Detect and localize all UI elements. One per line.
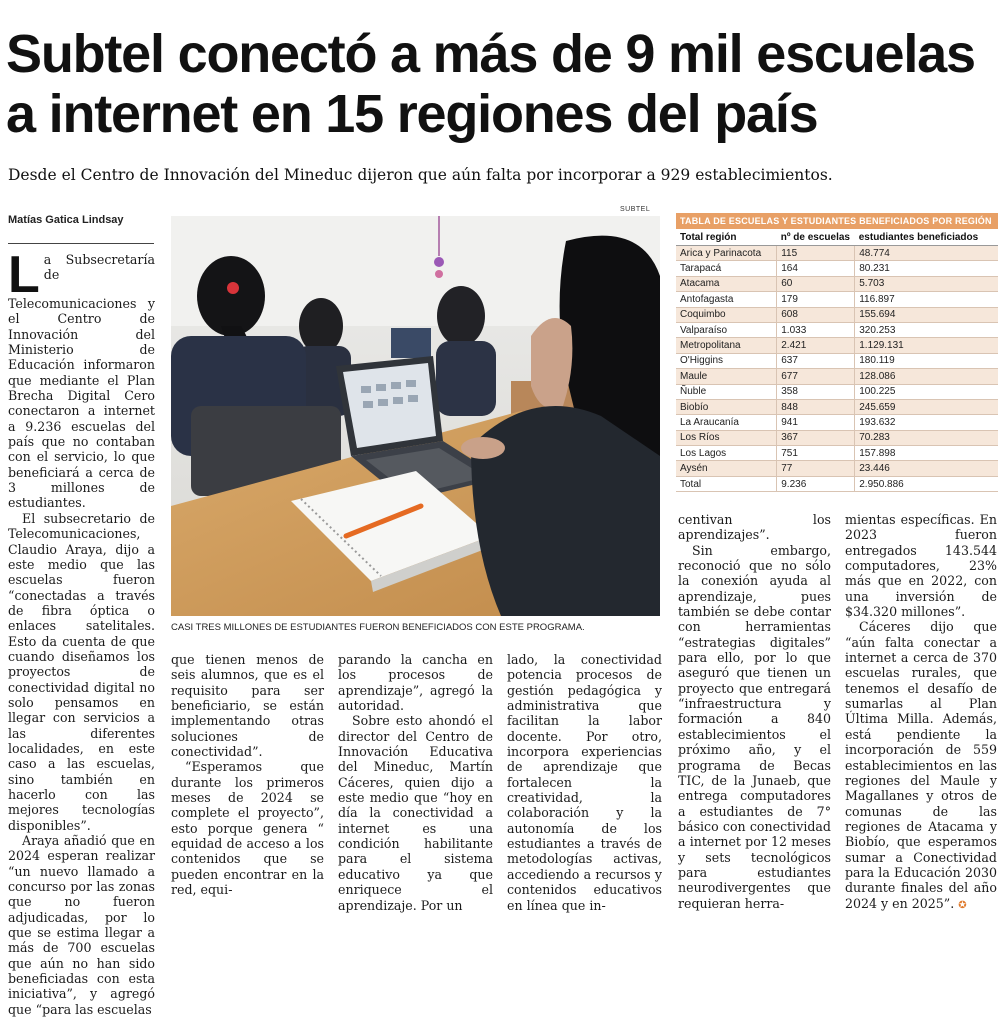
cell-schools: 164 xyxy=(777,261,855,276)
byline: Matías Gatica Lindsay xyxy=(8,214,124,226)
paragraph: mientas específicas. En 2023 fueron entregados 143.544 computadores, 23% más que en 2022, con una inversión de $34.320 millones”. xyxy=(845,512,997,620)
classroom-illustration xyxy=(171,216,660,616)
cell-region: La Araucanía xyxy=(676,415,777,430)
byline-divider xyxy=(8,243,154,244)
paragraph: lado, la conectividad potencia procesos de gestión pedagógica y administrativa que facilitan la labor docente. Por otro, incorpora experiencias de aprendizaje que fortalecen la creatividad, la colaboración y la autonomía de los estudiantes a través de metodologías activas, accediendo a recursos y contenidos educativos en línea que in- xyxy=(507,652,662,913)
deck-subtitle: Desde el Centro de Innovación del Mineduc dijeron que aún falta por incorporar a 929 establecimientos. xyxy=(8,166,833,184)
cell-students: 100.225 xyxy=(855,384,998,399)
table-title: TABLA DE ESCUELAS Y ESTUDIANTES BENEFICIADOS POR REGIÓN xyxy=(676,213,998,229)
table-row xyxy=(676,446,998,461)
photo-credit: SUBTEL xyxy=(620,206,651,213)
cell-students: 48.774 xyxy=(855,246,998,261)
cell-region: Total xyxy=(676,476,777,491)
cell-schools: 941 xyxy=(777,415,855,430)
cell-region: Metropolitana xyxy=(676,338,777,353)
cell-students: 157.898 xyxy=(855,446,998,461)
photo-caption: CASI TRES MILLONES DE ESTUDIANTES FUERON BENEFICIADOS CON ESTE PROGRAMA. xyxy=(171,622,585,633)
table-header-row xyxy=(676,229,998,246)
cell-students: 320.253 xyxy=(855,322,998,337)
drop-cap: L xyxy=(8,246,40,304)
paragraph: centivan los aprendizajes”. xyxy=(678,512,831,543)
cell-students: 2.950.886 xyxy=(855,476,998,491)
cell-region: Los Lagos xyxy=(676,446,777,461)
header-students: estudiantes beneficiados xyxy=(855,229,998,246)
headline-line-2: a internet en 15 regiones del país xyxy=(6,84,818,144)
schools-table xyxy=(676,213,998,492)
cell-region: Biobío xyxy=(676,399,777,414)
cell-students: 80.231 xyxy=(855,261,998,276)
cell-students: 23.446 xyxy=(855,461,998,476)
cell-region: Ñuble xyxy=(676,384,777,399)
paragraph-2: El subsecretario de Telecomunicaciones, Claudio Araya, dijo a este medio que las escuelas fueron “conectadas a través de fibra óptica o enlaces satelitales. Esto da cuenta de que cuando diseñamos los proyectos de conectividad digital no solo pensamos en llegar con servicios a las diferentes localidades, en este caso a las escuelas, sino también en hacerlo con las mejores tecnologías disponibles”. xyxy=(8,510,155,833)
paragraph: parando la cancha en los procesos de aprendizaje”, agregó la autoridad. xyxy=(338,652,493,714)
table-row xyxy=(676,430,998,445)
cell-schools: 637 xyxy=(777,353,855,368)
paragraph-1: La Subsecretaría de Telecomunicaciones y el Centro de Innovación del Ministerio de Educación informaron que mediante el Plan Brecha Digital Cero conectaron a internet a 9.236 escuelas del país que no contaban con el servicio, lo que beneficiará a cerca de 3 millones de estudiantes. xyxy=(8,246,155,511)
cell-students: 1.129.131 xyxy=(855,338,998,353)
cell-schools: 60 xyxy=(777,276,855,291)
article-column-5 xyxy=(678,512,831,911)
table-row xyxy=(676,461,998,476)
cell-schools: 367 xyxy=(777,430,855,445)
cell-students: 245.659 xyxy=(855,399,998,414)
table-row xyxy=(676,292,998,307)
end-mark-icon: ✪ xyxy=(958,899,967,911)
table-row xyxy=(676,415,998,430)
cell-region: Valparaíso xyxy=(676,322,777,337)
paragraph: Cáceres dijo que “aún falta conectar a internet a cerca de 370 escuelas rurales, que tenemos el desafío de sumarlas al Plan Última Milla. Además, está pendiente la incorporación de 559 establecimientos en las regiones del Maule y Magallanes y otros de comunas de las regiones de Atacama y Biobío, que esperamos sumar a Conectividad para la Educación 2030 durante finales del año 2024 y en 2025”. ✪ xyxy=(845,619,997,911)
cell-students: 70.283 xyxy=(855,430,998,445)
classroom-photo xyxy=(171,216,660,616)
table-grid xyxy=(676,229,998,492)
table-row xyxy=(676,276,998,291)
table-total-row xyxy=(676,476,998,491)
cell-schools: 77 xyxy=(777,461,855,476)
cell-region: Los Ríos xyxy=(676,430,777,445)
cell-schools: 848 xyxy=(777,399,855,414)
paragraph: “Esperamos que durante los primeros meses de 2024 se complete el proyecto”, esto porque genera “ equidad de acceso a los contenidos que se pueden encontrar en la red, equi- xyxy=(171,759,324,898)
cell-schools: 677 xyxy=(777,369,855,384)
cell-region: Tarapacá xyxy=(676,261,777,276)
paragraph: que tienen menos de seis alumnos, que es el requisito para ser beneficiario, se están implementando otras soluciones de conectividad”. xyxy=(171,652,324,760)
cell-students: 155.694 xyxy=(855,307,998,322)
table-row xyxy=(676,369,998,384)
article-column-4 xyxy=(507,652,662,913)
header-region: Total región xyxy=(676,229,777,246)
cell-region: Maule xyxy=(676,369,777,384)
cell-students: 116.897 xyxy=(855,292,998,307)
cell-students: 128.086 xyxy=(855,369,998,384)
cell-schools: 2.421 xyxy=(777,338,855,353)
cell-schools: 751 xyxy=(777,446,855,461)
article-column-3 xyxy=(338,652,493,913)
cell-region: Arica y Parinacota xyxy=(676,246,777,261)
paragraph: Sin embargo, reconoció que no sólo la conexión ayuda al aprendizaje, pues también se debe contar con herramientas “estrategias digitales” para ello, por lo que aseguró que tienen un proyecto que entregará “infraestructura y formación a 840 establecimientos el próximo año, y el programa de Becas TIC, de la Junaeb, que entrega computadores a estudiantes de 7° básico con conectividad a internet por 12 meses y sets tecnológicos para estudiantes neurodivergentes que requieran herra- xyxy=(678,542,831,911)
cell-region: Atacama xyxy=(676,276,777,291)
table-row xyxy=(676,322,998,337)
article-column-2 xyxy=(171,652,324,898)
table-row xyxy=(676,307,998,322)
headline xyxy=(6,24,996,144)
header-schools: nº de escuelas xyxy=(777,229,855,246)
cell-region: Coquimbo xyxy=(676,307,777,322)
cell-schools: 1.033 xyxy=(777,322,855,337)
cell-students: 5.703 xyxy=(855,276,998,291)
headline-line-1: Subtel conectó a más de 9 mil escuelas xyxy=(6,24,975,84)
cell-students: 193.632 xyxy=(855,415,998,430)
cell-region: Antofagasta xyxy=(676,292,777,307)
table-row xyxy=(676,338,998,353)
cell-region: O'Higgins xyxy=(676,353,777,368)
paragraph: Sobre esto ahondó el director del Centro de Innovación Educativa del Mineduc, Martín Cáceres, quien dijo a este medio que “hoy en día la conectividad a internet es una condición habilitante para el sistema educativo ya que enriquece el aprendizaje. Por un xyxy=(338,713,493,913)
cell-schools: 358 xyxy=(777,384,855,399)
table-row xyxy=(676,399,998,414)
cell-schools: 179 xyxy=(777,292,855,307)
cell-students: 180.119 xyxy=(855,353,998,368)
table-row xyxy=(676,246,998,261)
cell-schools: 9.236 xyxy=(777,476,855,491)
paragraph-3: Araya añadió que en 2024 esperan realizar “un nuevo llamado a concurso por las zonas que no fueron adjudicadas, por lo que se estima llegar a más de 700 escuelas que aún no han sido beneficiadas con esta iniciativa”, y agregó que “para las escuelas xyxy=(8,833,155,1017)
table-row xyxy=(676,353,998,368)
cell-region: Aysén xyxy=(676,461,777,476)
cell-schools: 608 xyxy=(777,307,855,322)
cell-schools: 115 xyxy=(777,246,855,261)
table-row xyxy=(676,261,998,276)
table-row xyxy=(676,384,998,399)
article-column-6 xyxy=(845,512,997,913)
article-column-1 xyxy=(8,246,155,1017)
